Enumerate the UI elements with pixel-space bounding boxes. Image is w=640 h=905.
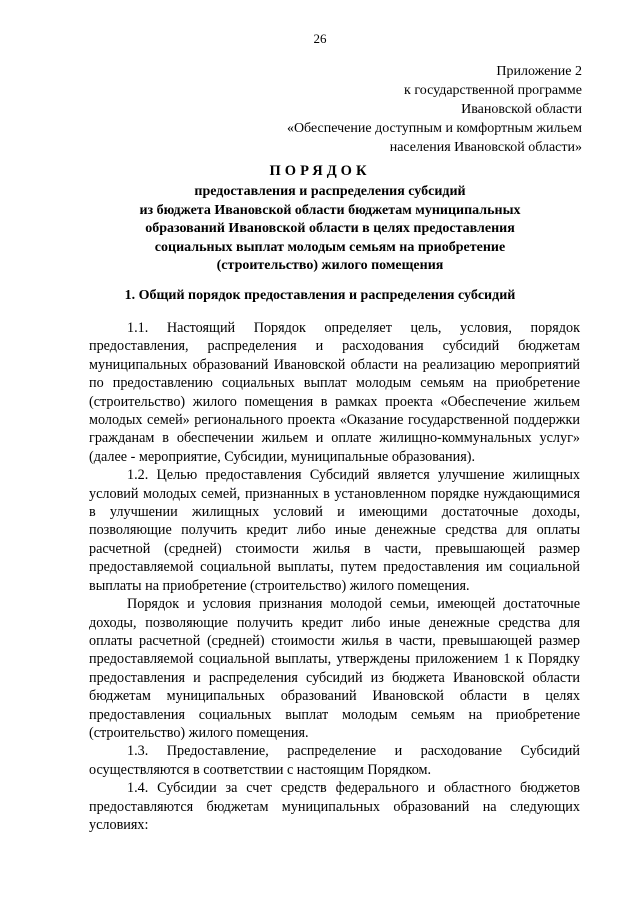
subtitle-line: (строительство) жилого помещения bbox=[216, 258, 444, 273]
paragraph-1-2: 1.2. Целью предоставления Субсидий является улучшение жилищных условий молодых семей, признанных в установленном порядке нуждающимися в улучшении жилищных условий и имеющими достаточные доходы, позволяющие получить кредит либо иные денежные средства для оплаты расчетной (средней) стоимости жилья в части, превышающей размер предоставляемой социальной выплаты, путем предоставления им социальной выплаты на приобретение (строительство) жилого помещения. bbox=[89, 467, 580, 594]
document-title: ПОРЯДОК bbox=[269, 163, 371, 179]
appendix-line: населения Ивановской области» bbox=[389, 140, 582, 155]
appendix-line: Приложение 2 bbox=[496, 64, 582, 79]
paragraph-1-4: 1.4. Субсидии за счет средств федерального и областного бюджетов предоставляются бюджетам муниципальных образований на следующих условиях: bbox=[89, 780, 580, 833]
appendix-reference bbox=[222, 62, 582, 157]
paragraph-1-2-conditions: Порядок и условия признания молодой семьи, имеющей достаточные доходы, позволяющие получить кредит либо иные денежные средства для оплаты расчетной (средней) стоимости жилья в части, превышающей размер предоставляемой социальной выплаты, утверждены приложением 1 к Порядку предоставления и распределения субсидий из бюджета Ивановской области бюджетам муниципальных образований Ивановской области в целях предоставления социальных выплат молодым семьям на приобретение (строительство) жилого помещения. bbox=[89, 596, 580, 741]
subtitle-line: из бюджета Ивановской области бюджетам муниципальных bbox=[139, 202, 521, 218]
appendix-line: «Обеспечение доступным и комфортным жильем bbox=[286, 121, 582, 136]
subtitle-line: образований Ивановской области в целях предоставления bbox=[145, 221, 515, 236]
paragraph-1-1: 1.1. Настоящий Порядок определяет цель, условия, порядок предоставления, распределения и расходования субсидий бюджетам муниципальных образований Ивановской области на реализацию мероприятий по предоставлению социальных выплат молодым семьям на приобретение (строительство) жилого помещения в рамках проекта «Обеспечение жильем молодых семей» регионального проекта «Оказание государственной поддержки гражданам в обеспечении жильем и оплате жилищно-коммунальных услуг» (далее - мероприятие, Субсидии, муниципальные образования). bbox=[89, 320, 580, 465]
appendix-line: Ивановской области bbox=[461, 102, 582, 117]
document-body bbox=[89, 319, 580, 834]
document-subtitle bbox=[80, 183, 580, 276]
paragraph-1-3: 1.3. Предоставление, распределение и расходование Субсидий осуществляются в соответствии с настоящим Порядком. bbox=[89, 743, 580, 778]
subtitle-line: предоставления и распределения субсидий bbox=[194, 184, 466, 199]
page-number: 26 bbox=[313, 31, 327, 46]
section-heading: 1. Общий порядок предоставления и распределения субсидий bbox=[124, 288, 516, 303]
subtitle-line: социальных выплат молодым семьям на приобретение bbox=[154, 239, 506, 255]
appendix-line: к государственной программе bbox=[404, 83, 582, 98]
